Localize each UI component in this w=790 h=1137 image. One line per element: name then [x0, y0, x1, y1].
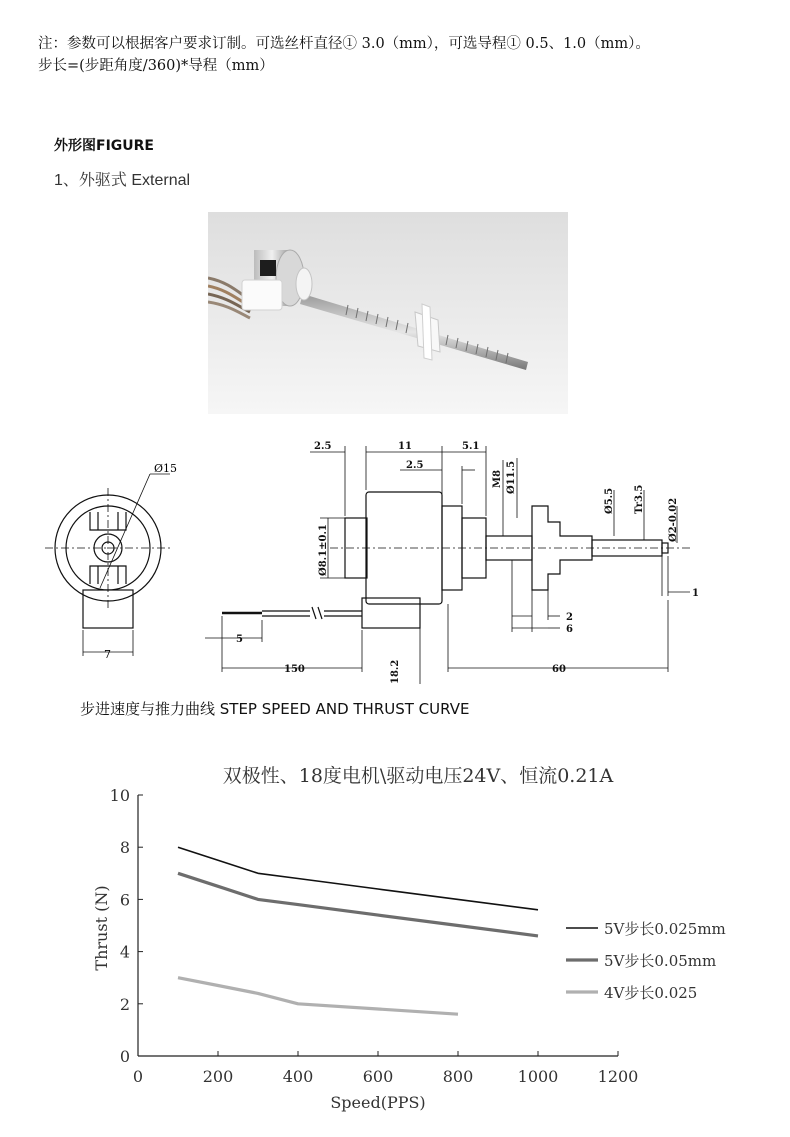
x-tick-label: 400 [282, 1067, 314, 1086]
x-tick-label: 0 [132, 1067, 144, 1086]
note-line-2: 步长=(步距角度/360)*导程（mm） [38, 58, 274, 74]
dim-d15: Ø15 [154, 462, 178, 475]
dim-len-150: 150 [284, 664, 305, 675]
y-tick-label: 10 [109, 786, 130, 805]
dim-2-5-b: 2.5 [406, 460, 424, 471]
legend-label-3: 4V步长0.025 [604, 984, 698, 1002]
chart-series [178, 847, 538, 1014]
dim-5-1: 5.1 [462, 441, 480, 452]
dim-tr3-5: Tr3.5 [634, 484, 645, 514]
motor-photo [208, 212, 568, 414]
dim-d5-5: Ø5.5 [604, 487, 615, 514]
y-axis-label: Thrust (N) [92, 885, 111, 971]
x-tick-label: 800 [442, 1067, 474, 1086]
x-tick-label: 200 [202, 1067, 234, 1086]
dim-d11-5: Ø11.5 [506, 460, 517, 494]
note-line-1: 注：参数可以根据客户要求订制。可选丝杆直径① 3.0（mm），可选导程① 0.5、1.0（mm）。 [38, 36, 650, 52]
y-tick-label: 2 [119, 994, 130, 1014]
motor-photo-illustration [208, 212, 568, 414]
dim-len-1: 1 [692, 588, 699, 599]
dim-len-6: 6 [566, 624, 573, 635]
x-tick-label: 1200 [597, 1067, 639, 1086]
dim-w7: 7 [104, 648, 111, 661]
dim-d2: Ø2-0.02 [668, 497, 679, 542]
x-axis-label: Speed(PPS) [330, 1093, 426, 1112]
dim-d8-1: Ø8.1±0.1 [318, 524, 329, 576]
dim-2-5-a: 2.5 [314, 441, 332, 452]
y-tick-label: 4 [119, 942, 130, 962]
dim-h18-2: 18.2 [390, 659, 401, 684]
y-tick-label: 6 [119, 890, 130, 910]
series-line-3 [178, 978, 458, 1015]
figure-heading: 外形图FIGURE [54, 138, 154, 154]
legend-label-2: 5V步长0.05mm [604, 952, 717, 970]
dim-len-5: 5 [236, 634, 243, 645]
figure-subheading: 1、外驱式 External [54, 172, 191, 189]
dimension-drawing [0, 430, 790, 692]
thrust-speed-chart [0, 740, 790, 1137]
series-line-2 [178, 873, 538, 936]
chart-legend [566, 920, 726, 1002]
x-tick-label: 600 [362, 1067, 394, 1086]
dim-m8: M8 [492, 469, 503, 488]
chart-ticks [110, 786, 639, 1086]
y-tick-label: 8 [119, 838, 130, 858]
chart-title: 双极性、18度电机\驱动电压24V、恒流0.21A [222, 765, 614, 787]
legend-label-1: 5V步长0.025mm [604, 920, 726, 938]
curve-section-title: 步进速度与推力曲线 STEP SPEED AND THRUST CURVE [80, 700, 470, 718]
series-line-1 [178, 847, 538, 910]
dim-len-2: 2 [566, 612, 573, 623]
chart-axes [138, 795, 618, 1056]
dim-11: 11 [398, 441, 412, 452]
y-tick-label: 0 [119, 1047, 130, 1066]
x-tick-label: 1000 [517, 1067, 559, 1086]
dim-len-60: 60 [552, 664, 566, 675]
